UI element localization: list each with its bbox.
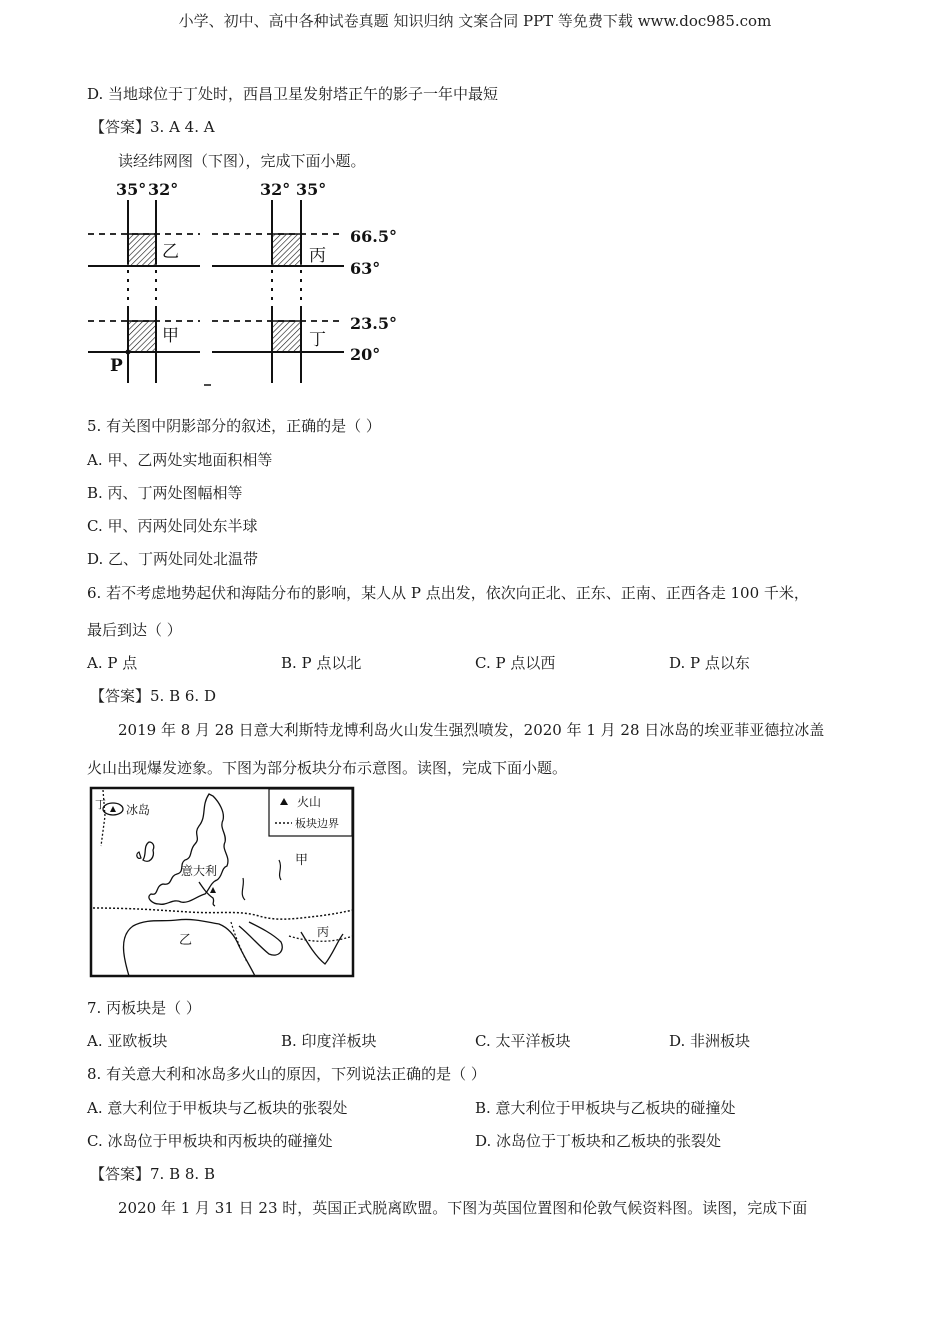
label-yi: 乙 (179, 933, 193, 948)
q5-option-d: D. 乙、丁两处同处北温带 (87, 550, 259, 568)
lon-label-left-32: 32° (148, 180, 179, 199)
lon-label-right-32: 32° (260, 180, 291, 199)
q6-option-b: B. P 点以北 (281, 654, 362, 672)
iceland-label: 冰岛 (126, 803, 151, 817)
q8-option-a: A. 意大利位于甲板块与乙板块的张裂处 (87, 1099, 348, 1117)
point-p-label: P (110, 356, 123, 376)
q7-stem: 7. 丙板块是（ ） (87, 999, 201, 1017)
q5-option-c: C. 甲、丙两处同处东半球 (87, 517, 258, 535)
answer-7-8: 【答案】7. B 8. B (90, 1165, 215, 1183)
q6-stem-line2: 最后到达（ ） (87, 621, 182, 639)
lon-label-right-35: 35° (296, 180, 327, 199)
cell-label-ding: 丁 (309, 330, 326, 350)
volcano-intro-line1: 2019 年 8 月 28 日意大利斯特龙博利岛火山发生强烈喷发，2020 年 1 月 28 日冰岛的埃亚菲亚德拉冰盖 (118, 721, 825, 739)
volcano-intro-line2: 火山出现爆发迹象。下图为部分板块分布示意图。读图，完成下面小题。 (87, 759, 568, 777)
q7-option-a: A. 亚欧板块 (87, 1032, 168, 1050)
q6-option-c: C. P 点以西 (475, 654, 556, 672)
cell-label-bing: 丙 (309, 246, 326, 266)
legend-boundary-label: 板块边界 (295, 817, 339, 830)
q8-option-b: B. 意大利位于甲板块与乙板块的碰撞处 (475, 1099, 736, 1117)
q6-option-d: D. P 点以东 (669, 654, 750, 672)
q7-option-c: C. 太平洋板块 (475, 1032, 571, 1050)
site-header: 小学、初中、高中各种试卷真题 知识归纳 文案合同 PPT 等免费下载 www.doc985.com (178, 12, 772, 30)
lat-label-66: 66.5° (350, 227, 397, 246)
legend-volcano-label: 火山 (297, 795, 322, 809)
answer-3-4: 【答案】3. A 4. A (90, 118, 215, 136)
lat-label-23: 23.5° (350, 314, 397, 333)
q8-option-d: D. 冰岛位于丁板块和乙板块的张裂处 (475, 1132, 722, 1150)
q8-option-c: C. 冰岛位于甲板块和丙板块的碰撞处 (87, 1132, 333, 1150)
uk-intro: 2020 年 1 月 31 日 23 时，英国正式脱离欧盟。下图为英国位置图和伦敦气候资料图。读图，完成下面 (118, 1199, 808, 1217)
q6-stem-line1: 6. 若不考虑地势起伏和海陆分布的影响，某人从 P 点出发，依次向正北、正东、正南、正西各走 100 千米， (87, 584, 809, 602)
plate-boundary-map (89, 786, 355, 978)
label-bing: 丙 (317, 925, 330, 939)
q5-stem: 5. 有关图中阴影部分的叙述，正确的是（ ） (87, 417, 381, 435)
map-intro: 读经纬网图（下图），完成下面小题。 (118, 152, 366, 170)
q8-stem: 8. 有关意大利和冰岛多火山的原因，下列说法正确的是（ ） (87, 1065, 486, 1083)
q7-option-b: B. 印度洋板块 (281, 1032, 377, 1050)
lat-lon-grid-figure (82, 178, 402, 393)
italy-label: 意大利 (181, 864, 218, 878)
cell-label-jia: 甲 (162, 326, 179, 346)
q6-option-a: A. P 点 (87, 654, 138, 672)
q4-option-d: D. 当地球位于丁处时，西昌卫星发射塔正午的影子一年中最短 (87, 85, 499, 103)
q5-option-a: A. 甲、乙两处实地面积相等 (87, 451, 273, 469)
cell-label-yi: 乙 (162, 242, 179, 262)
q5-option-b: B. 丙、丁两处图幅相等 (87, 484, 243, 502)
label-ding: 丁 (95, 798, 106, 811)
lat-label-63: 63° (350, 259, 381, 278)
lat-label-20: 20° (350, 345, 381, 364)
lon-label-left-35: 35° (116, 180, 147, 199)
answer-5-6: 【答案】5. B 6. D (90, 687, 216, 705)
q7-option-d: D. 非洲板块 (669, 1032, 751, 1050)
label-jia: 甲 (295, 853, 309, 868)
